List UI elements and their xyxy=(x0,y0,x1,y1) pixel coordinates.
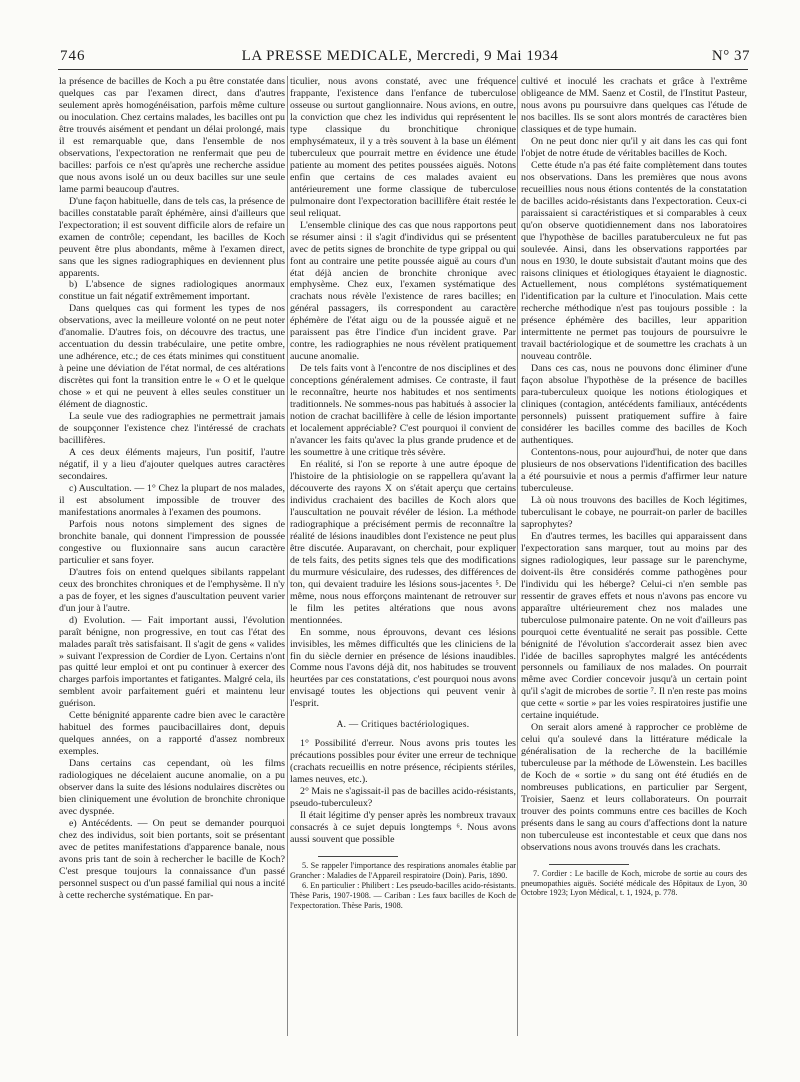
footnote: 7. Cordier : Le bacille de Koch, microbe de sortie au cours des pneumopathies aiguës. Société médicale des Hôpitaux de Lyon, 30 Octobre 1923; Lyon Médical, t. 1, 1924, p. 778. xyxy=(521,868,747,898)
paragraph: 2° Mais ne s'agissait-il pas de bacilles acido-résistants, pseudo-tuberculeux? xyxy=(290,786,516,810)
paragraph: e) Antécédents. — On peut se demander pourquoi chez des individus, soit bien portants, soit se présentant avec de petites manifestations d'apparence banale, nous avons pris tant de soin à rechercher le bacille de Koch? C'est presque toujours la connaissance d'un passé personnel suspect ou d'un passé familial qui nous a incité à cette recherche systématique. En par- xyxy=(59,818,285,901)
paragraph: A ces deux éléments majeurs, l'un positif, l'autre négatif, il y a lieu d'ajouter quelques autres caractères secondaires. xyxy=(59,447,285,482)
footnotes xyxy=(521,869,747,898)
paragraph: Il était légitime d'y penser après les nombreux travaux consacrés à ce sujet depuis longtemps ⁶. Nous avons aussi souvent que possible xyxy=(290,810,516,846)
paragraph: De tels faits vont à l'encontre de nos disciplines et des conceptions généralement admises. Ce contraste, il faut le reconnaître, heurte nos habitudes et nos sentiments traditionnels. Ne sommes-nous pas habitués à associer la notion de crachat bacillifère à celle de lésion importante et localement appréciable? C'est pourquoi il convient de n'avancer les faits qu'avec la plus grande prudence et de les soumettre à une critique très sévère. xyxy=(290,363,516,459)
paragraph: En réalité, si l'on se reporte à une autre époque de l'histoire de la phtisiologie on se rappellera qu'avant la découverte des rayons X on s'était aperçu que certains individus crachaient des bacilles de Koch alors que l'auscultation ne pouvait révéler de lésion. La méthode radiographique a précisément permis de reconnaître la réalité de lésions inaudibles dont l'existence ne peut plus être discutée. Auparavant, on cherchait, pour expliquer de tels faits, des petits signes tels que des modifications du murmure vésiculaire, des rudesses, des différences de ton, qui devaient traduire les lésions sous-jacentes ⁵. De même, nous nous efforçons maintenant de retrouver sur le film les petites altérations que nous avons mentionnées. xyxy=(290,459,516,626)
paragraph: cultivé et inoculé les crachats et grâce à l'extrême obligeance de MM. Saenz et Costil, de l'Institut Pasteur, nous avons pu poursuivre dans quelques cas l'étude de nos bacilles. Ils se sont alors montrés de caractères bien classiques et de type humain. xyxy=(521,76,747,135)
paragraph: d) Evolution. — Fait important aussi, l'évolution paraît bénigne, non progressive, en tout cas l'état des malades paraît très satisfaisant. Il s'agit de gens « valides » suivant l'expression de Cordier de Lyon. Certains n'ont pas quitté leur emploi et ont pu continuer à exercer des charges parfois importantes et fatigantes. Malgré cela, ils semblent avoir parfaitement guéri et maintenu leur guérison. xyxy=(59,614,285,710)
paragraph: La seule vue des radiographies ne permettrait jamais de soupçonner l'existence chez l'intéressé de crachats bacillifères. xyxy=(59,411,285,447)
paragraph: Dans ces cas, nous ne pouvons donc éliminer d'une façon absolue l'hypothèse de la présence de bacilles para-tuberculeux quoique les notions étiologiques et cliniques (contagion, antécédents familiaux, antécédents personnels) puissent pratiquement suffire à faire considérer les bacilles comme des bacilles de Koch authentiques. xyxy=(521,363,747,447)
page-number: 746 xyxy=(60,48,86,64)
paragraph: ticulier, nous avons constaté, avec une fréquence frappante, l'existence dans l'enfance de tuberculose osseuse ou surtout ganglionnaire. Nous avions, en outre, la conviction que chez les individus qui représentent le type classique du bronchitique chronique emphysémateux, il y a très souvent à la base un élément tuberculeux que pourrait mettre en évidence une étude patiente au moment des petites poussées aiguës. Notons enfin que certains de ces malades avaient eu antérieurement une forme classique de tuberculose pulmonaire dont l'expectoration bacillifère était restée le seul reliquat. xyxy=(290,76,516,219)
paragraph: En somme, nous éprouvons, devant ces lésions invisibles, les mêmes difficultés que les cliniciens de la fin du siècle dernier en présence de lésions inaudibles. Comme nous l'avons déjà dit, nos habitudes se trouvent heurtées par ces constatations, c'est pourquoi nous avons envisagé toutes les objections qui peuvent venir à l'esprit. xyxy=(290,626,516,710)
paragraph: b) L'absence de signes radiologiques anormaux constitue un fait négatif extrêmement important. xyxy=(59,279,285,303)
paragraph: 1° Possibilité d'erreur. Nous avons pris toutes les précautions possibles pour éviter une erreur de technique (crachats recueillis en notre présence, récipients stériles, lames neuves, etc.). xyxy=(290,738,516,786)
section-heading: A. — Critiques bactériologiques. xyxy=(336,720,470,731)
paragraph: Contentons-nous, pour aujourd'hui, de noter que dans plusieurs de nos observations l'identification des bacilles a été poursuivie et nous a permis d'affirmer leur nature tuberculeuse. xyxy=(521,447,747,494)
journal-title: LA PRESSE MEDICALE, Mercredi, 9 Mai 1934 xyxy=(241,48,559,64)
paragraph: c) Auscultation. — 1° Chez la plupart de nos malades, il est absolument impossible de trouver des manifestations anormales à l'examen des poumons. xyxy=(59,482,285,518)
paragraph: En d'autres termes, les bacilles qui apparaissent dans l'expectoration sans marquer, tout au moins par des signes radiologiques, leur passage sur le parenchyme, doivent-ils être considérés comme pathogènes pour l'individu qui les héberge? Celui-ci n'en semble pas ressentir de graves effets et nous n'avons pas encore vu apparaître ultérieurement chez nos malades une tuberculose pulmonaire patente. On ne voit d'ailleurs pas pourquoi cette éventualité ne serait pas possible. Cette bénignité de l'évolution s'accorderait assez bien avec l'idée de bacilles saprophytes malgré les antécédents personnels ou familiaux de nos malades. On pourrait même avec Cordier concevoir jusqu'à un certain point qu'il s'agit de microbes de sortie ⁷. Il n'en reste pas moins que cette « sortie » par les voies respiratoires justifie une certaine inquiétude. xyxy=(521,530,747,722)
footnotes xyxy=(290,861,516,911)
paragraph: Là où nous trouvons des bacilles de Koch légitimes, tuberculisant le cobaye, ne pourrait-on parler de bacilles saprophytes? xyxy=(521,494,747,530)
column-divider xyxy=(517,76,518,1036)
running-header xyxy=(50,48,750,70)
footnote-rule xyxy=(318,856,398,857)
paragraph: On ne peut donc nier qu'il y ait dans les cas qui font l'objet de notre étude de véritables bacilles de Koch. xyxy=(521,135,747,159)
paragraph: Dans quelques cas qui forment les types de nos observations, avec la meilleure volonté on ne peut noter d'anomalie. D'autres fois, on découvre des tractus, une accentuation du dessin trabéculaire, une petite ombre, une adhérence, etc.; de ces états minimes qui constituent à peine une déviation de l'état normal, de ces altérations discrètes qui font la transition entre le « O et le quelque chose » et qui ne peuvent à elles seules constituer un élément de diagnostic. xyxy=(59,303,285,411)
paragraph: Parfois nous notons simplement des signes de bronchite banale, qui donnent l'impression de poussée congestive ou fluxionnaire sans aucun caractère particulier et sans foyer. xyxy=(59,518,285,566)
footnote: 6. En particulier : Philibert : Les pseudo-bacilles acido-résistants. Thèse Paris, 1907-1908. — Cariban : Les faux bacilles de Koch de l'expectoration. Thèse Paris, 1908. xyxy=(290,881,516,910)
column-divider xyxy=(287,76,288,1036)
footnote: 5. Se rappeler l'importance des respirations anomales établie par Grancher : Maladies de l'Appareil respiratoire (Doin). Paris, 1890. xyxy=(290,861,516,880)
paragraph: L'ensemble clinique des cas que nous rapportons peut se résumer ainsi : il s'agit d'individus qui se présentent avec de petits signes de bronchite de type grippal ou qui font au contraire une petite poussée aiguë au cours d'un état déjà ancien de bronchite chronique avec emphysème. Chez eux, l'examen systématique des crachats nous révèle l'existence de rares bacilles; en général passagers, ils correspondent au caractère éphémère de l'état aigu ou de la poussée aiguë et ne paraissent pas être l'indice d'un incident grave. Par contre, les radiographies ne nous révèlent pratiquement aucune anomalie. xyxy=(290,219,516,363)
issue-number: N° 37 xyxy=(711,48,750,64)
paragraph: la présence de bacilles de Koch a pu être constatée dans quelques cas par l'examen direct, dans d'autres seulement après homogénéisation, parfois même culture ou inoculation. Chez certains malades, les bacilles ont pu être trouvés aisément et pendant un délai prolongé, mais il est remarquable que, dans l'ensemble de nos observations, l'expectoration ne renfermait que peu de bacilles: parfois ce n'est qu'après une recherche assidue que nous avons isolé un ou deux bacilles sur une seule lame parmi beaucoup d'autres. xyxy=(59,76,285,195)
paragraph: D'une façon habituelle, dans de tels cas, la présence de bacilles constatable paraît éphémère, ainsi d'ailleurs que l'expectoration; il est souvent difficile alors de refaire un examen de contrôle; cependant, les bacilles de Koch peuvent être plus abondants, même à l'examen direct, sans que les signes radiographiques en deviennent plus apparents. xyxy=(59,195,285,279)
paragraph: Dans certains cas cependant, où les films radiologiques ne décelaient aucune anomalie, on a pu observer dans la suite des lésions nodulaires discrètes ou bien cliniquement une évolution de bronchite chronique avec dyspnée. xyxy=(59,758,285,818)
column-3 xyxy=(521,76,747,899)
column-2 xyxy=(290,76,516,912)
paragraph: On serait alors amené à rapprocher ce problème de celui qu'a soulevé dans la littérature médicale la généralisation de la recherche de la bacillémie tuberculeuse par la méthode de Löwenstein. Les bacilles de Koch de « sortie » du sang ont été étudiés en de nombreuses publications, en particulier par Sergent, Troisier, Saenz et leurs collaborateurs. On pourrait trouver des points communs entre ces bacilles de Koch présents dans le sang au cours d'affections dont la nature non tuberculeuse est incontestable et ceux que dans nos observations nous avons trouvés dans les crachats. xyxy=(521,722,747,853)
paragraph: D'autres fois on entend quelques sibilants rappelant ceux des bronchites chroniques et de l'emphysème. Il n'y a pas de foyer, et les signes d'auscultation peuvent varier d'un jour à l'autre. xyxy=(59,566,285,614)
paragraph: Cette bénignité apparente cadre bien avec le caractère habituel des formes paucibacillaires dont, depuis quelques années, on a rapporté d'assez nombreux exemples. xyxy=(59,710,285,758)
paragraph: Cette étude n'a pas été faite complètement dans toutes nos observations. Dans les premières que nous avons recueillies nous nous étions contentés de la constatation de bacilles acido-résistants dans l'expectoration. Ceux-ci paraissaient si caractéristiques et si comparables à ceux qu'on observe quotidiennement dans nos laboratoires que l'hypothèse de bacilles paratuberculeux ne fut pas soulevée. Ainsi, dans les observations rapportées par nous en 1930, le doute subsistait d'autant moins que des raisons cliniques et étiologiques étayaient le diagnostic. Actuellement, nous complétons systématiquement l'identification par la culture et l'inoculation. Mais cette recherche méthodique n'est pas toujours possible : la présence éphémère des bacilles, leur apparition intermittente ne permet pas toujours de poursuivre le travail bactériologique et de soumettre les crachats à un nouveau contrôle. xyxy=(521,159,747,363)
column-1 xyxy=(59,76,285,902)
header-rule xyxy=(58,69,748,70)
footnote-rule xyxy=(549,864,629,865)
